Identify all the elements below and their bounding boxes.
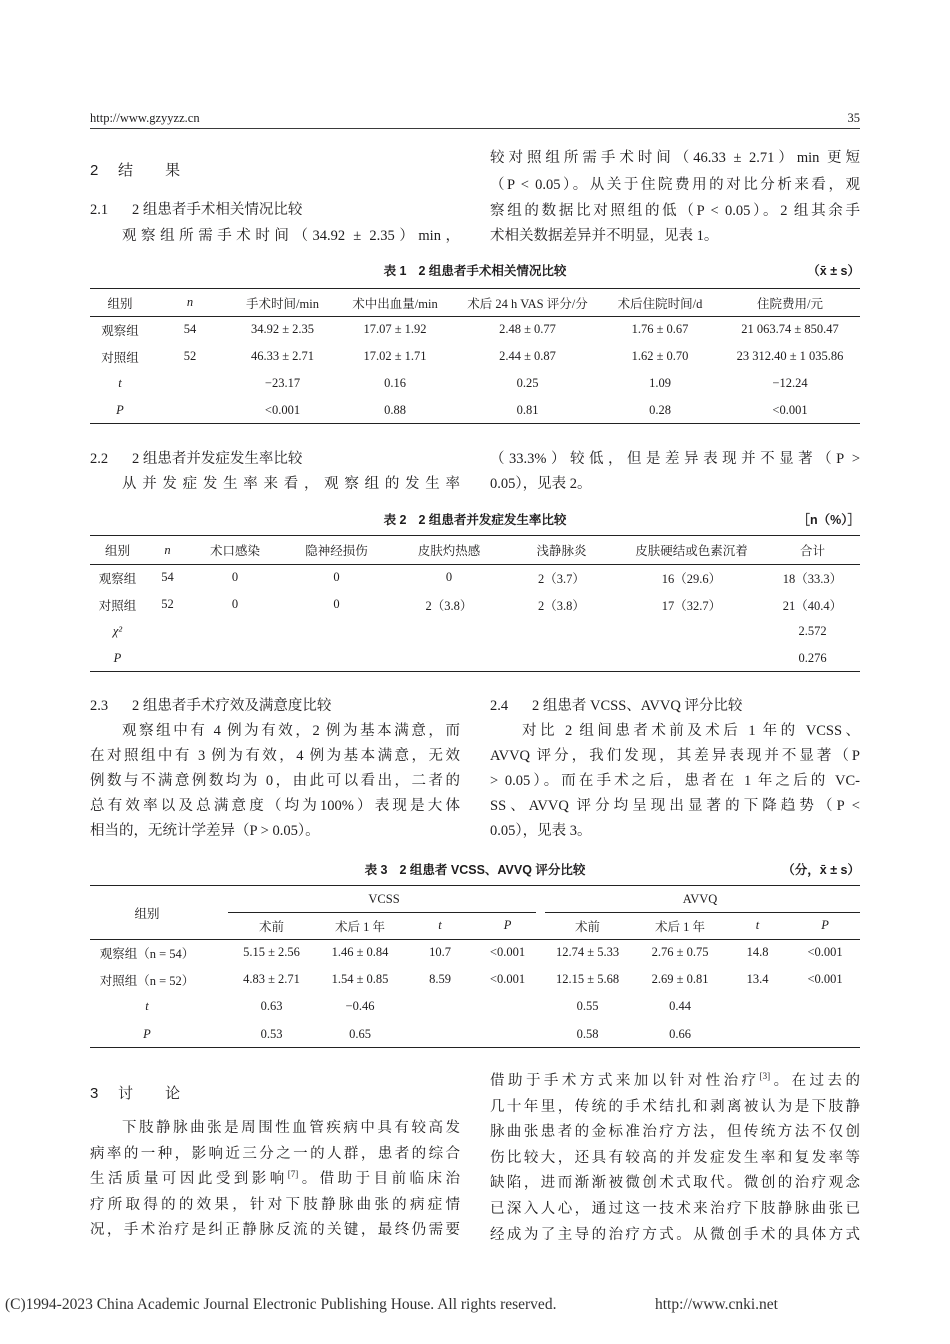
subsection-heading-2-2 — [90, 449, 302, 469]
table-cell: 1.09 — [649, 376, 671, 390]
table-cell: 17（32.7） — [661, 598, 722, 613]
table-cell — [393, 618, 505, 645]
paragraph-line: 经成为了主导的治疗方式。从微创手术的具体方式 — [490, 1227, 860, 1243]
table-cell — [790, 993, 860, 1020]
table-cell: 0 — [231, 597, 239, 611]
table-cell: 21（40.4） — [782, 598, 843, 613]
section-title: 结 果 — [118, 162, 195, 179]
paragraph-line: 在对照组中有 3 例为有效，4 例为基本满意，无效 — [90, 748, 460, 764]
paragraph-line: 下肢静脉曲张是周围性血管疾病中具有较高发 — [122, 1120, 460, 1136]
column-header: 术口感染 — [209, 544, 260, 558]
paragraph-line: 伤比较大，还具有较高的并发症发生率和复发率等 — [490, 1150, 860, 1166]
column-header: 组别 — [134, 906, 160, 921]
table-cell — [150, 370, 230, 397]
paragraph-line — [90, 1169, 460, 1189]
table-cell: 5.15 ± 2.56 — [243, 945, 300, 959]
table-cell — [475, 993, 540, 1020]
table-cell — [725, 993, 790, 1020]
table-row — [90, 939, 860, 966]
table-cell: P — [116, 403, 124, 417]
column-group-header: AVVQ — [682, 891, 718, 906]
table-group-header-row — [90, 886, 860, 912]
table-cell: P — [113, 651, 122, 665]
table-1-title — [275, 263, 675, 279]
table-cell: 观察组 — [101, 323, 139, 338]
table-cell: 0.58 — [576, 1026, 599, 1041]
table-row — [90, 316, 860, 343]
table-cell: 观察组（n = 54） — [99, 946, 195, 961]
table-1 — [90, 289, 860, 424]
table-cell: 0.65 — [349, 1026, 371, 1041]
column-header: 隐神经损伤 — [305, 544, 368, 558]
table-cell: 2（3.8） — [538, 598, 585, 613]
table-cell — [790, 1020, 860, 1048]
column-header: 皮肤灼热感 — [417, 544, 481, 558]
table-cell: 2.48 ± 0.77 — [499, 322, 556, 336]
table-cell: P — [143, 1026, 151, 1041]
table-cell: 0 — [333, 570, 340, 584]
table-cell — [618, 618, 765, 645]
paragraph-line: 观察组中有 4 例为有效，2 例为基本满意，而 — [122, 723, 460, 739]
table-cell: 46.33 ± 2.71 — [250, 349, 315, 363]
column-header: 浅静脉炎 — [536, 544, 587, 558]
table-cell — [405, 1020, 475, 1048]
paragraph-line: 0.05），见表 2。 — [490, 476, 592, 492]
table-cell: 12.74 ± 5.33 — [555, 945, 620, 959]
table-cell: 0 — [445, 570, 453, 584]
column-group-header: VCSS — [368, 891, 400, 906]
paragraph-line: 况，手术治疗是纠正静脉反流的关键，最终仍需要 — [90, 1222, 460, 1238]
table-row — [90, 966, 860, 993]
table-cell: 2.69 ± 0.81 — [651, 972, 709, 986]
table-3-title — [275, 862, 675, 878]
table-cell: 17.02 ± 1.71 — [363, 349, 427, 363]
table-cell: <0.001 — [807, 972, 843, 986]
paragraph-line: 几十年里，传统的手术结扎和剥离被认为是下肢静 — [490, 1099, 860, 1115]
section-number: 3 — [90, 1085, 99, 1102]
table-cell: 观察组 — [98, 571, 137, 586]
table-cell — [190, 618, 280, 645]
column-header: 术后住院时间/d — [617, 296, 703, 311]
table-cell: 0.53 — [260, 1026, 283, 1041]
paragraph-line: 察组的数据比对照组的低（P < 0.05）。2 组其余手 — [490, 203, 860, 219]
table-label: 表 2 — [383, 513, 407, 527]
paragraph-line: > 0.05）。而在手术之后，患者在 1 年之后的 VC- — [490, 773, 860, 789]
column-header: P — [821, 918, 829, 932]
paragraph-line: 例数与不满意例数均为 0，由此可以看出，二者的 — [90, 773, 460, 789]
table-cell: −12.24 — [772, 376, 808, 390]
subsection-title: 2 组患者手术相关情况比较 — [132, 202, 303, 218]
table-cell: −23.17 — [264, 376, 301, 390]
section-number: 2 — [90, 162, 99, 179]
table-cell: 54 — [183, 322, 197, 336]
table-cell: 18（33.3） — [782, 571, 843, 586]
header-rule — [90, 128, 860, 129]
table-cell: 4.83 ± 2.71 — [243, 972, 300, 986]
table-cell — [618, 645, 765, 672]
paragraph-line: 0.05），见表 3。 — [490, 823, 592, 839]
table-cell: 2.44 ± 0.87 — [499, 349, 556, 363]
table-cell: 对照组 — [101, 350, 139, 365]
table-cell: 23 312.40 ± 1 035.86 — [736, 349, 844, 363]
column-header: P — [503, 918, 512, 932]
table-row — [90, 397, 860, 424]
table-cell: 0.28 — [649, 403, 671, 417]
paragraph-line — [490, 1071, 860, 1091]
table-cell: 0 — [231, 570, 239, 584]
paragraph-line: 缺陷，进而渐渐被微创术式取代。微创的治疗观念 — [490, 1175, 860, 1191]
subsection-heading-2-4 — [490, 696, 742, 716]
table-cell — [280, 645, 393, 672]
paragraph-line: （P < 0.05）。从关于住院费用的对比分析来看，观 — [490, 177, 860, 193]
table-row — [90, 591, 860, 618]
table-cell: 0.55 — [576, 999, 599, 1013]
table-row — [90, 564, 860, 591]
paragraph-line: 脉曲张患者的金标准治疗方法，但传统方法不仅创 — [490, 1124, 860, 1140]
column-header: 合计 — [799, 544, 825, 558]
table-cell: 0.25 — [516, 376, 539, 390]
table-2-stat-note: ［n（%）］ — [797, 513, 860, 527]
table-cell: 0.63 — [260, 999, 283, 1013]
table-cell — [280, 618, 393, 645]
table-cell: 1.76 ± 0.67 — [631, 322, 689, 336]
table-cell — [475, 1020, 540, 1048]
column-header: 手术时间/min — [246, 296, 319, 311]
table-row — [90, 993, 860, 1020]
paragraph-line: 疗所取得的的效果，针对下肢静脉曲张的病症情 — [90, 1197, 460, 1213]
footer-url: http://www.cnki.net — [655, 1296, 778, 1313]
table-cell: 10.7 — [429, 945, 451, 959]
table-header-row — [90, 289, 860, 316]
paragraph-line: 较对照组所需手术时间（46.33 ± 2.71）min 更短 — [490, 150, 860, 166]
table-cell: <0.001 — [772, 403, 808, 417]
subsection-number: 2.1 — [90, 202, 109, 218]
table-cell: t — [118, 376, 122, 390]
table-cell — [145, 618, 190, 645]
paragraph-line: 术相关数据差异并不明显，见表 1。 — [490, 228, 719, 244]
column-header: 术后 24 h VAS 评分/分 — [467, 296, 588, 311]
table-1-stat-note: （x̄ ± s） — [807, 264, 860, 278]
paragraph-line: 相当的，无统计学差异（P > 0.05）。 — [90, 823, 320, 839]
subsection-number: 2.4 — [490, 698, 509, 714]
table-cell — [505, 645, 618, 672]
table-cell — [393, 645, 505, 672]
column-header: 术前 — [258, 919, 284, 934]
table-cell — [150, 397, 230, 424]
column-header: 术中出血量/min — [352, 296, 438, 311]
column-header: 术后 1 年 — [655, 919, 706, 934]
column-header: 术后 1 年 — [334, 919, 385, 934]
subsection-title: 2 组患者 VCSS、AVVQ 评分比较 — [532, 698, 743, 714]
table-cell: 16（29.6） — [661, 571, 722, 586]
table-cell: <0.001 — [264, 403, 301, 417]
paragraph-line: 观察组所需手术时间（34.92 ± 2.35）min， — [122, 228, 460, 244]
table-cell — [145, 645, 190, 672]
subsection-number: 2.3 — [90, 698, 109, 714]
paragraph-line: （33.3%）较低，但是差异表现并不显著（P > — [490, 451, 860, 467]
table-cell: 52 — [183, 349, 197, 363]
table-row — [90, 1020, 860, 1048]
table-cell — [725, 1020, 790, 1048]
table-2 — [90, 536, 860, 672]
table-cell — [190, 645, 280, 672]
table-cell: 8.59 — [429, 972, 451, 986]
table-2-title — [275, 512, 675, 528]
table-cell: 0.276 — [798, 651, 827, 665]
table-3-stat-note: （分，x̄ ± s） — [782, 863, 860, 877]
paragraph-line: 病率的一种，影响近三分之一的人群，患者的综合 — [90, 1146, 460, 1162]
column-header: t — [755, 918, 760, 932]
table-cell — [405, 993, 475, 1020]
table-cell: t — [145, 999, 149, 1013]
column-header: 术前 — [575, 919, 601, 934]
citation-ref: [7] — [287, 1169, 299, 1179]
paragraph-line: 已深入人心，通过这一技术来治疗下肢静脉曲张已 — [490, 1201, 860, 1217]
paragraph-line: SS、AVVQ 评分均呈现出显著的下降趋势（P < — [490, 798, 860, 814]
table-cell: 12.15 ± 5.68 — [555, 972, 620, 986]
table-cell: 2（3.8） — [425, 598, 473, 613]
table-cell: <0.001 — [807, 945, 843, 959]
table-cell: <0.001 — [489, 945, 526, 959]
column-header: 皮肤硬结或色素沉着 — [635, 544, 748, 558]
table-cell — [505, 618, 618, 645]
table-row — [90, 370, 860, 397]
journal-url: http://www.gzyyzz.cn — [90, 111, 200, 125]
table-cell: 0.44 — [669, 999, 691, 1013]
table-cell: −0.46 — [345, 999, 375, 1013]
table-caption: 2 组患者并发症发生率比较 — [418, 513, 567, 527]
paragraph-line: AVVQ 评分，我们发现，其差异表现并不显著（P — [490, 748, 860, 764]
column-header: n — [164, 542, 171, 557]
paragraph-line: 总有效率以及总满意度（均为100%）表现是大体 — [90, 798, 460, 814]
table-cell: 2.572 — [798, 624, 827, 638]
table-cell: 对照组 — [98, 598, 137, 613]
section-title: 讨 论 — [118, 1085, 195, 1102]
table-cell: 0.16 — [384, 376, 406, 390]
table-cell: 对照组（n = 52） — [99, 973, 195, 988]
table-cell: χ² — [112, 624, 123, 638]
table-cell: 1.54 ± 0.85 — [331, 972, 389, 986]
line-text: 。在过去的 — [770, 1073, 860, 1089]
table-cell: 0.81 — [516, 403, 539, 417]
table-cell: 13.4 — [746, 972, 769, 986]
table-cell: 21 063.74 ± 850.47 — [741, 322, 839, 336]
column-header: 住院费用/元 — [757, 296, 823, 311]
table-cell: 2.76 ± 0.75 — [651, 945, 709, 959]
table-cell: 34.92 ± 2.35 — [250, 322, 315, 336]
table-label: 表 3 — [364, 863, 388, 877]
table-label: 表 1 — [383, 264, 407, 278]
citation-ref: [3] — [759, 1071, 771, 1081]
table-cell: 17.07 ± 1.92 — [363, 322, 427, 336]
table-cell: 1.62 ± 0.70 — [631, 349, 689, 363]
table-cell: 0.88 — [384, 403, 406, 417]
section-heading-results — [90, 161, 194, 181]
table-cell: <0.001 — [489, 972, 526, 986]
section-heading-discussion — [90, 1084, 194, 1104]
table-row — [90, 343, 860, 370]
table-cell: 1.46 ± 0.84 — [331, 945, 389, 959]
table-cell: 2（3.7） — [538, 571, 585, 586]
table-3 — [90, 886, 860, 1048]
subsection-heading-2-1 — [90, 200, 302, 220]
line-text: 生活质量可因此受到影响 — [90, 1171, 288, 1187]
table-caption: 2 组患者 VCSS、AVVQ 评分比较 — [399, 863, 586, 877]
table-cell: 0.66 — [669, 1026, 691, 1041]
paragraph-line: 对比 2 组间患者术前及术后 1 年的 VCSS、 — [522, 723, 860, 739]
column-header: n — [186, 295, 194, 309]
subsection-title: 2 组患者并发症发生率比较 — [132, 451, 303, 467]
column-header: 组别 — [104, 544, 130, 558]
subsection-heading-2-3 — [90, 696, 331, 716]
table-cell: 14.8 — [746, 945, 769, 959]
table-cell: 54 — [161, 570, 174, 584]
subsection-number: 2.2 — [90, 451, 109, 467]
subsection-title: 2 组患者手术疗效及满意度比较 — [132, 698, 332, 714]
table-cell: 52 — [161, 597, 174, 611]
line-text: 。借助于目前临床治 — [298, 1171, 461, 1187]
table-cell: 0 — [333, 597, 340, 611]
table-caption: 2 组患者手术相关情况比较 — [418, 264, 567, 278]
table-header-row — [90, 536, 860, 564]
column-header: 组别 — [107, 296, 133, 311]
paragraph-line: 从并发症发生率来看，观察组的发生率 — [122, 476, 460, 492]
column-header: t — [438, 918, 442, 932]
page-number: 35 — [847, 111, 860, 125]
table-row — [90, 645, 860, 672]
copyright-notice: (C)1994-2023 China Academic Journal Electronic Publishing House. All rights reserved. — [5, 1296, 557, 1313]
line-text: 借助于手术方式来加以针对性治疗 — [490, 1073, 760, 1089]
table-row — [90, 618, 860, 645]
